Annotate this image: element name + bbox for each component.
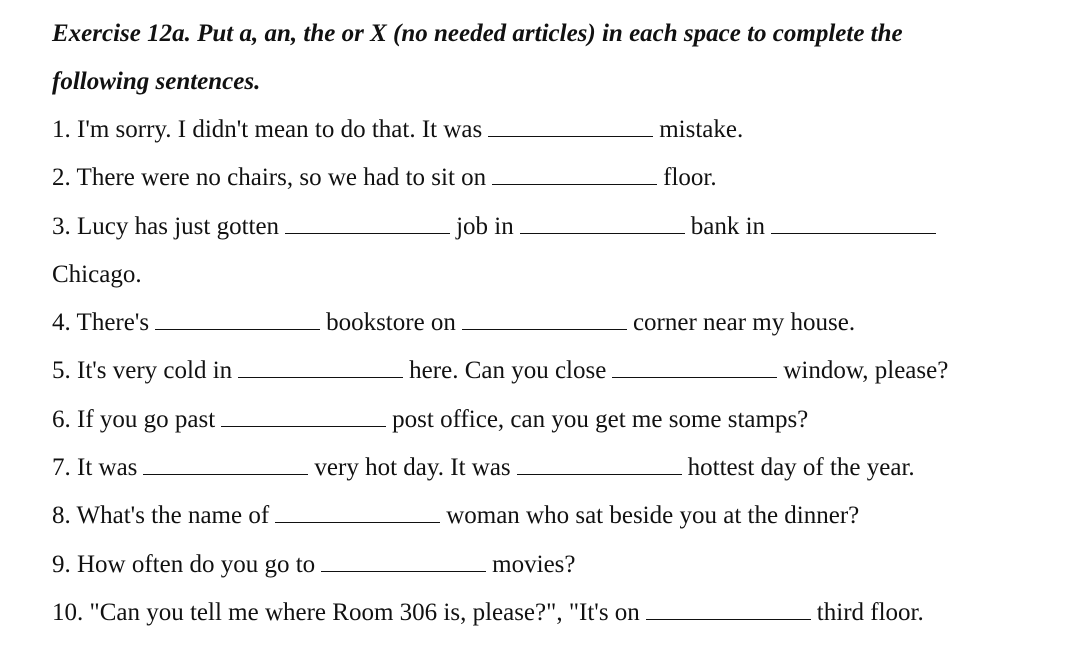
sentence-text: bank in [690,212,766,240]
sentence-text: third floor. [816,598,924,626]
answer-blank[interactable] [321,553,486,572]
sentence-text: mistake. [659,116,744,143]
sentence-text: 7. It was [52,454,138,482]
sentence-9 [52,541,1052,589]
answer-blank[interactable] [275,504,440,523]
sentence-text: corner near my house. [632,309,856,337]
answer-blank[interactable] [238,359,403,378]
sentence-text: 6. If you go past [52,405,216,433]
sentence-4 [52,299,1052,347]
sentence-text: movies? [492,550,576,578]
sentence-text: 3. Lucy has just gotten [52,212,280,240]
sentence-text: woman who sat beside you at the dinner? [446,502,860,530]
sentence-1 [52,106,1052,154]
sentence-text: 4. There's [52,309,150,337]
answer-blank[interactable] [492,166,657,185]
answer-blank[interactable] [221,408,386,427]
sentence-text: 8. What's the name of [52,502,270,530]
answer-blank[interactable] [285,215,450,234]
sentence-text: bookstore on [326,309,456,337]
sentence-text: 10. "Can you tell me where Room 306 is, please?", "It's on [52,598,640,626]
worksheet [52,10,1052,637]
sentence-text: job in [456,212,514,240]
sentence-text: floor. [663,164,717,192]
answer-blank[interactable] [612,359,777,378]
answer-blank[interactable] [520,215,685,234]
sentence-10 [52,589,1052,637]
exercise-title: Exercise 12a. Put a, an, the or X (no needed articles) in each space to complete the [52,20,903,47]
sentence-3-continued [52,251,1052,299]
sentence-3 [52,203,1052,251]
sentence-text: 9. How often do you go to [52,550,316,578]
exercise-title-continued: following sentences. [52,68,261,95]
answer-blank[interactable] [155,311,320,330]
sentence-text: here. Can you close [409,357,607,385]
answer-blank[interactable] [646,601,811,620]
sentence-5 [52,347,1052,395]
sentence-text: 5. It's very cold in [52,357,233,385]
sentence-text: 1. I'm sorry. I didn't mean to do that. It was [52,116,483,143]
sentence-6 [52,396,1052,444]
sentence-text: very hot day. It was [314,454,511,482]
sentence-7 [52,444,1052,492]
sentence-text: Chicago. [52,260,142,288]
answer-blank[interactable] [143,456,308,475]
sentence-8 [52,492,1052,540]
sentence-text: window, please? [783,357,949,385]
answer-blank[interactable] [462,311,627,330]
sentence-text: 2. There were no chairs, so we had to sit on [52,164,487,192]
sentence-text: post office, can you get me some stamps? [392,405,809,433]
sentence-text: hottest day of the year. [687,454,915,482]
sentence-2 [52,154,1052,202]
answer-blank[interactable] [488,118,653,137]
answer-blank[interactable] [771,215,936,234]
answer-blank[interactable] [517,456,682,475]
